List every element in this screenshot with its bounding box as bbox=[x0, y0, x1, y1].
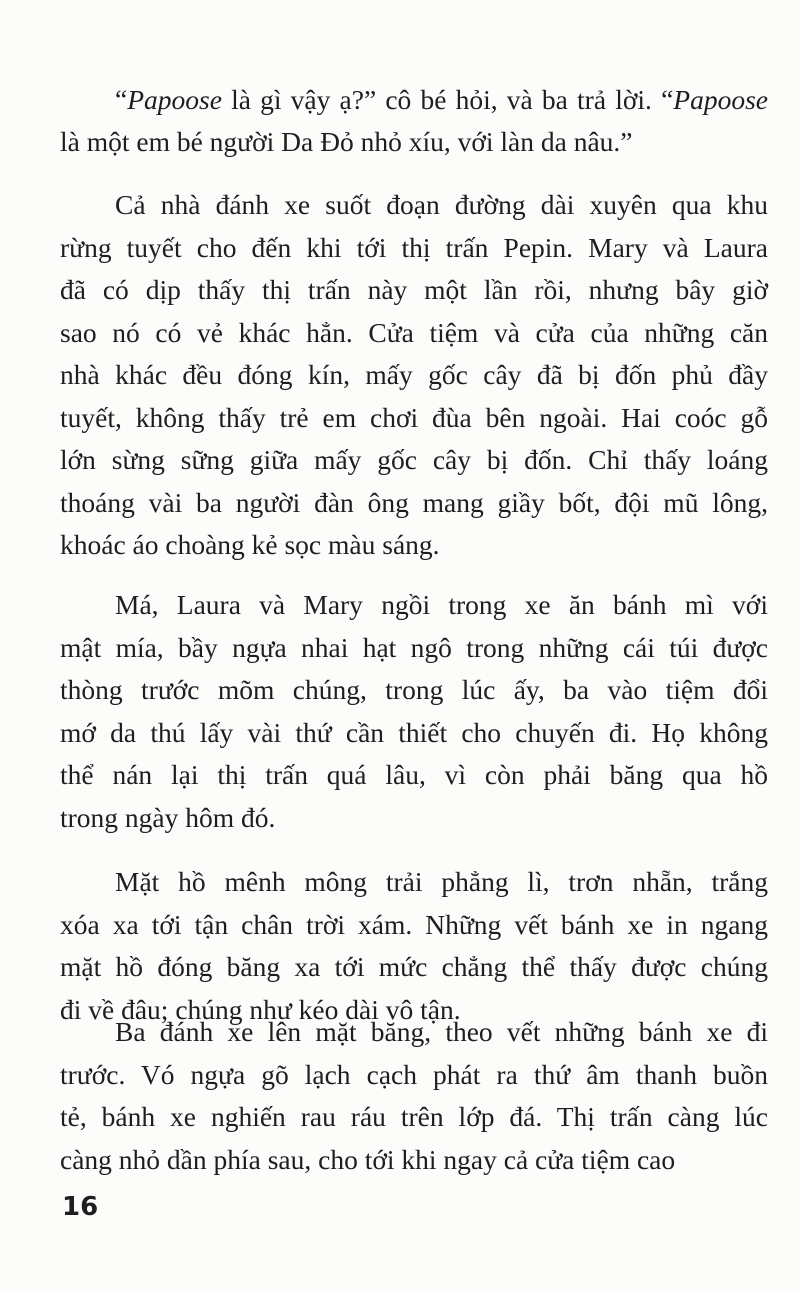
italic-word: Papoose bbox=[673, 84, 768, 115]
text-line: sao nó có vẻ khác hẳn. Cửa tiệm và cửa của những căn bbox=[60, 317, 768, 348]
page-number: 16 bbox=[62, 1192, 99, 1222]
text-line: đi về đâu; chúng như kéo dài vô tận. bbox=[60, 994, 461, 1025]
text-line: mặt hồ đóng băng xa tới mức chẳng thể thấy được chúng bbox=[60, 951, 768, 982]
text-line: đã có dịp thấy thị trấn này một lần rồi, nhưng bây giờ bbox=[60, 274, 768, 305]
text-line: mớ da thú lấy vài thứ cần thiết cho chuyến đi. Họ không bbox=[60, 717, 768, 748]
text-line: trước. Vó ngựa gõ lạch cạch phát ra thứ âm thanh buồn bbox=[60, 1059, 768, 1090]
text-line: rừng tuyết cho đến khi tới thị trấn Pepin. Mary và Laura bbox=[60, 232, 768, 263]
italic-word: Papoose bbox=[127, 84, 222, 115]
text-line: khoác áo choàng kẻ sọc màu sáng. bbox=[60, 529, 440, 560]
text-line: lớn sừng sững giữa mấy gốc cây bị đốn. Chỉ thấy loáng bbox=[60, 444, 768, 475]
text-line: trong ngày hôm đó. bbox=[60, 802, 276, 833]
text-line: tẻ, bánh xe nghiến rau ráu trên lớp đá. Thị trấn càng lúc bbox=[60, 1101, 768, 1132]
text-line: xóa xa tới tận chân trời xám. Những vết bánh xe in ngang bbox=[60, 909, 768, 940]
text-line: Má, Laura và Mary ngồi trong xe ăn bánh mì với bbox=[115, 589, 768, 620]
text-line: thoáng vài ba người đàn ông mang giầy bốt, đội mũ lông, bbox=[60, 487, 768, 518]
text-line: tuyết, không thấy trẻ em chơi đùa bên ngoài. Hai coóc gỗ bbox=[60, 402, 768, 433]
text-line: càng nhỏ dần phía sau, cho tới khi ngay cả cửa tiệm cao bbox=[60, 1144, 676, 1175]
text-line: mật mía, bầy ngựa nhai hạt ngô trong những cái túi được bbox=[60, 632, 768, 663]
text-line: là một em bé người Da Đỏ nhỏ xíu, với làn da nâu.” bbox=[60, 126, 633, 157]
text-span: là gì vậy ạ?” cô bé hỏi, và ba trả lời. “ bbox=[221, 84, 674, 115]
text-line: thể nán lại thị trấn quá lâu, vì còn phải băng qua hồ bbox=[60, 759, 768, 790]
quote-open: “ bbox=[115, 84, 128, 115]
text-line bbox=[115, 79, 768, 121]
text-line: thòng trước mõm chúng, trong lúc ấy, ba vào tiệm đổi bbox=[60, 674, 768, 705]
text-line: Cả nhà đánh xe suốt đoạn đường dài xuyên qua khu bbox=[115, 189, 768, 220]
text-line: nhà khác đều đóng kín, mấy gốc cây đã bị đốn phủ đầy bbox=[60, 359, 768, 390]
text-line: Mặt hồ mênh mông trải phẳng lì, trơn nhẵn, trắng bbox=[115, 866, 768, 897]
text-line: Ba đánh xe lên mặt băng, theo vết những bánh xe đi bbox=[115, 1016, 768, 1047]
